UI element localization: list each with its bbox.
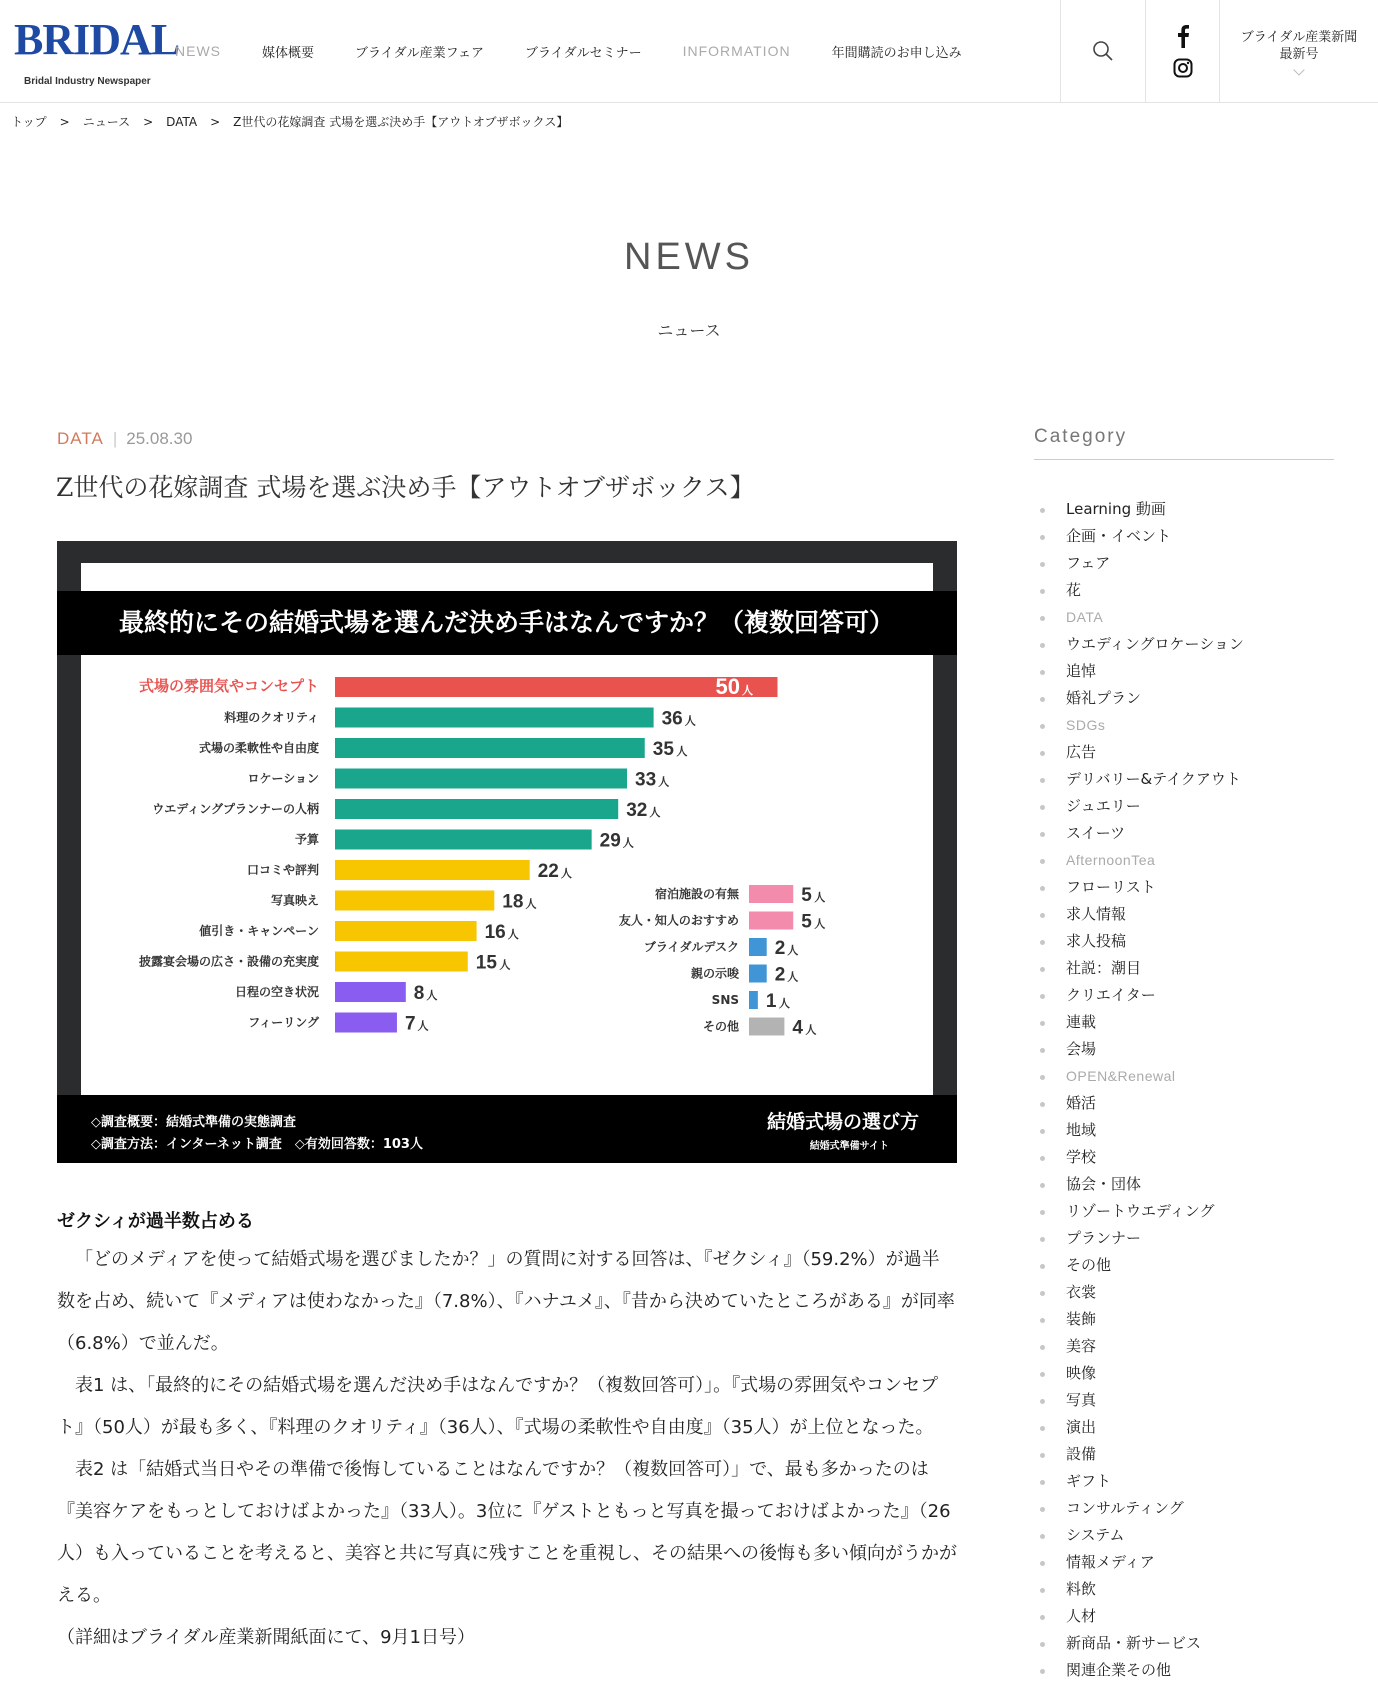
chart-bar [335, 799, 618, 819]
category-item[interactable]: 広告 [1034, 739, 1334, 766]
search-icon [1092, 40, 1114, 62]
category-item[interactable]: Learning 動画 [1034, 496, 1334, 523]
chevron-down-icon [1293, 64, 1304, 75]
breadcrumb-current: Z世代の花嫁調査 式場を選ぶ決め手【アウトオブザボックス】 [233, 115, 569, 129]
chart-bar [749, 991, 758, 1009]
chart-value-label: 16 [484, 922, 506, 943]
chart-bar [749, 938, 767, 956]
chart-bar [749, 912, 793, 930]
social-links [1145, 0, 1219, 102]
category-list [1034, 496, 1334, 1684]
category-item[interactable]: コンサルティング [1034, 1495, 1334, 1522]
bar-chart [81, 655, 933, 1095]
figure-footer-brand-sub: 結婚式準備サイト [809, 1141, 889, 1152]
category-item[interactable]: 衣裳 [1034, 1279, 1334, 1306]
breadcrumb-data[interactable]: DATA [166, 115, 198, 129]
chart-value-label: 5 [801, 911, 812, 933]
chart-unit-label: 人 [684, 714, 696, 728]
chart-value-label: 7 [404, 1013, 416, 1035]
chart-unit-label: 人 [787, 944, 799, 957]
category-item[interactable]: OPEN&Renewal [1034, 1063, 1334, 1090]
chart-category-label: フィーリング [248, 1015, 319, 1030]
nav-news[interactable]: NEWS [175, 43, 221, 59]
meta-divider: | [112, 429, 118, 448]
chart-category-label: 予算 [294, 832, 319, 847]
latest-issue-line2: 最新号 [1279, 46, 1319, 62]
chart-value-label: 32 [626, 800, 648, 821]
article-meta [57, 429, 192, 449]
chart-unit-label: 人 [426, 989, 438, 1002]
article-date: 25.08.30 [126, 429, 193, 448]
category-item[interactable]: リゾートウエディング [1034, 1198, 1334, 1225]
chart-value-label: 15 [475, 952, 497, 974]
chart-value-label: 4 [792, 1017, 803, 1039]
category-item[interactable]: 新商品・新サービス [1034, 1630, 1334, 1657]
figure-footer-line: ◇調査方法：インターネット調査 ◇有効回答数：103人 [91, 1137, 423, 1152]
category-item[interactable]: その他 [1034, 1252, 1334, 1279]
chart-category-label: 口コミや評判 [246, 863, 319, 877]
chart-unit-label: 人 [778, 997, 790, 1010]
category-item[interactable]: 装飾 [1034, 1306, 1334, 1333]
chart-value-label: 29 [599, 830, 621, 852]
article-body [57, 1207, 957, 1659]
chart-category-label: 日程の空き状況 [234, 985, 319, 999]
category-item[interactable]: ジュエリー [1034, 793, 1334, 820]
breadcrumb-separator: > [59, 115, 70, 129]
nav-media-overview[interactable]: 媒体概要 [262, 45, 315, 61]
chart-bar [335, 921, 477, 941]
chart-bar [335, 830, 592, 850]
category-item[interactable]: 求人情報 [1034, 901, 1334, 928]
category-item[interactable]: 美容 [1034, 1333, 1334, 1360]
category-item[interactable]: 人材 [1034, 1603, 1334, 1630]
chart-category-label: 値引き・キャンペーン [199, 924, 319, 938]
category-item[interactable]: 追悼 [1034, 658, 1334, 685]
chart-value-label: 18 [502, 891, 524, 913]
article-paragraph: 表2 は「結婚式当日やその準備で後悔していることはなんですか？（複数回答可）」で、最も多かったのは『美容ケアをもっとしておけばよかった』（33人）。3位に『ゲストともっと写真を撮っておけばよかった』（26人）も入っていることを考えると、美容と共に写真に残すことを重視し、その結果への後悔も多い傾向がうかがえる。 [57, 1459, 957, 1606]
chart-unit-label: 人 [805, 1023, 817, 1037]
chart-unit-label: 人 [787, 970, 799, 984]
chart-unit-label: 人 [525, 897, 537, 911]
chart-bar [335, 1013, 397, 1033]
category-item[interactable]: AfternoonTea [1034, 847, 1334, 874]
category-sidebar [1034, 426, 1334, 1684]
chart-bar [749, 965, 767, 983]
article-paragraph: 「どのメディアを使って結婚式場を選びましたか？」の質問に対する回答は、『ゼクシィ』（59.2%）が過半数を占め、続いて『メディアは使わなかった』（7.8%）、『ハナユメ』、『昔から決めていたところがある』が同率（6.8%）で並んだ。 [57, 1249, 955, 1354]
breadcrumb-news[interactable]: ニュース [82, 115, 131, 129]
chart-value-label: 2 [774, 938, 786, 959]
category-item[interactable]: ウエディングロケーション [1034, 631, 1334, 658]
chart-bar [335, 738, 645, 758]
nav-subscription[interactable]: 年間購読のお申し込み [831, 45, 962, 61]
chart-unit-label: 人 [507, 928, 519, 941]
figure-footer-line: ◇調査概要：結婚式準備の実態調査 [91, 1115, 296, 1130]
figure-header: 最終的にその結婚式場を選んだ決め手はなんですか？（複数回答可） [57, 591, 957, 655]
category-item[interactable]: システム [1034, 1522, 1334, 1549]
category-item[interactable]: 求人投稿 [1034, 928, 1334, 955]
category-item[interactable]: 演出 [1034, 1414, 1334, 1441]
chart-category-label: ロケーション [247, 771, 319, 786]
chart-value-label: 33 [635, 769, 657, 791]
category-item[interactable]: 学校 [1034, 1144, 1334, 1171]
chart-value-label: 8 [413, 983, 425, 1004]
breadcrumb-top[interactable]: トップ [11, 115, 47, 129]
category-item[interactable]: 設備 [1034, 1441, 1334, 1468]
main-nav [175, 0, 1003, 102]
chart-unit-label: 人 [676, 745, 688, 758]
chart-unit-label: 人 [560, 867, 572, 880]
nav-information[interactable]: INFORMATION [682, 43, 791, 59]
chart-category-label: 式場の雰囲気やコンセプト [138, 677, 319, 695]
chart-category-label: 式場の柔軟性や自由度 [198, 741, 319, 755]
category-item[interactable]: 会場 [1034, 1036, 1334, 1063]
chart-unit-label: 人 [499, 958, 511, 972]
article-category[interactable]: DATA [57, 429, 104, 448]
chart-category-label: 写真映え [270, 893, 319, 908]
chart-category-label: ウエディングプランナーの人柄 [152, 802, 319, 816]
chart-unit-label: 人 [814, 891, 826, 904]
figure-footer-brand: 結婚式場の選び方 [766, 1111, 919, 1133]
category-item[interactable]: 花 [1034, 577, 1334, 604]
facebook-icon[interactable] [1176, 24, 1190, 48]
category-item[interactable]: 社説：潮目 [1034, 955, 1334, 982]
category-item[interactable]: スイーツ [1034, 820, 1334, 847]
chart-category-label: SNS [711, 993, 739, 1007]
chart-category-label: 宿泊施設の有無 [654, 887, 739, 901]
chart-panel [81, 655, 933, 1095]
chart-unit-label: 人 [417, 1019, 429, 1033]
figure-top-strip [81, 563, 933, 591]
article-paragraph: （詳細はブライダル産業新聞紙面にて、9月1日号） [57, 1627, 476, 1648]
category-item[interactable]: 企画・イベント [1034, 523, 1334, 550]
chart-value-label: 1 [765, 991, 777, 1012]
category-item[interactable]: 婚活 [1034, 1090, 1334, 1117]
latest-issue-line1: ブライダル産業新聞 [1240, 29, 1358, 45]
chart-category-label: 友人・知人のおすすめ [618, 913, 739, 928]
page-title: NEWS [624, 236, 754, 278]
category-item[interactable]: 協会・団体 [1034, 1171, 1334, 1198]
article-figure [57, 541, 957, 1163]
chart-value-label: 36 [661, 708, 683, 730]
chart-value-label: 35 [652, 739, 674, 760]
chart-bar [335, 860, 530, 880]
nav-seminar[interactable]: ブライダルセミナー [524, 45, 642, 61]
category-item[interactable]: フローリスト [1034, 874, 1334, 901]
logo-wordmark: BRIDAL [14, 15, 180, 64]
article-subhead: ゼクシィが過半数占める [57, 1211, 254, 1232]
breadcrumb-separator: > [143, 115, 154, 129]
search-button[interactable] [1060, 0, 1145, 102]
chart-unit-label: 人 [649, 806, 661, 819]
breadcrumb [11, 113, 568, 130]
chart-value-label: 2 [774, 964, 786, 986]
page-subtitle: ニュース [657, 321, 721, 340]
category-item[interactable]: 写真 [1034, 1387, 1334, 1414]
nav-fair[interactable]: ブライダル産業フェア [355, 45, 484, 61]
category-item[interactable]: 料飲 [1034, 1576, 1334, 1603]
category-item[interactable]: クリエイター [1034, 982, 1334, 1009]
breadcrumb-separator: > [210, 115, 221, 129]
category-item[interactable]: ギフト [1034, 1468, 1334, 1495]
latest-issue-button[interactable] [1219, 0, 1378, 102]
article-paragraph: 表1 は、「最終的にその結婚式場を選んだ決め手はなんですか？（複数回答可）」。『式場の雰囲気やコンセプト』（50人）が最も多く、『料理のクオリティ』（36人）、『式場の柔軟性や自由度』（35人）が上位となった。 [57, 1375, 939, 1438]
chart-category-label: 料理のクオリティ [224, 710, 319, 725]
chart-category-label: その他 [702, 1019, 739, 1034]
category-item[interactable]: デリバリー&テイクアウト [1034, 766, 1334, 793]
article-title: Z世代の花嫁調査 式場を選ぶ決め手【アウトオブザボックス】 [56, 473, 755, 502]
chart-bar [335, 982, 406, 1002]
sidebar-title: Category [1034, 426, 1334, 460]
chart-unit-label: 人 [622, 836, 634, 850]
chart-value-label: 22 [537, 861, 559, 882]
chart-unit-label: 人 [814, 917, 826, 931]
chart-category-label: ブライダルデスク [643, 940, 739, 954]
chart-value-label: 5 [801, 885, 812, 906]
chart-category-label: 親の示唆 [690, 966, 739, 981]
figure-footer [57, 1095, 957, 1163]
category-item[interactable]: SDGs [1034, 712, 1334, 739]
chart-bar [749, 885, 793, 903]
category-item[interactable]: 連載 [1034, 1009, 1334, 1036]
chart-bar [335, 952, 468, 972]
chart-bar [335, 677, 778, 697]
category-item[interactable]: DATA [1034, 604, 1334, 631]
category-item[interactable]: 映像 [1034, 1360, 1334, 1387]
chart-bar [335, 769, 627, 789]
category-item[interactable]: 情報メディア [1034, 1549, 1334, 1576]
chart-value-label: 50 [715, 674, 740, 699]
chart-bar [335, 708, 654, 728]
chart-unit-label: 人 [741, 684, 753, 697]
chart-unit-label: 人 [658, 775, 670, 789]
logo-tagline: Bridal Industry Newspaper [24, 76, 151, 87]
chart-bar [749, 1018, 784, 1036]
site-logo[interactable] [14, 14, 180, 94]
category-item[interactable]: フェア [1034, 550, 1334, 577]
chart-bar [335, 891, 494, 911]
site-header [0, 0, 1378, 103]
category-item[interactable]: 婚礼プラン [1034, 685, 1334, 712]
instagram-icon[interactable] [1173, 58, 1193, 78]
category-item[interactable]: 地域 [1034, 1117, 1334, 1144]
category-item[interactable]: 関連企業その他 [1034, 1657, 1334, 1684]
category-item[interactable]: プランナー [1034, 1225, 1334, 1252]
chart-category-label: 披露宴会場の広さ・設備の充実度 [138, 954, 319, 969]
